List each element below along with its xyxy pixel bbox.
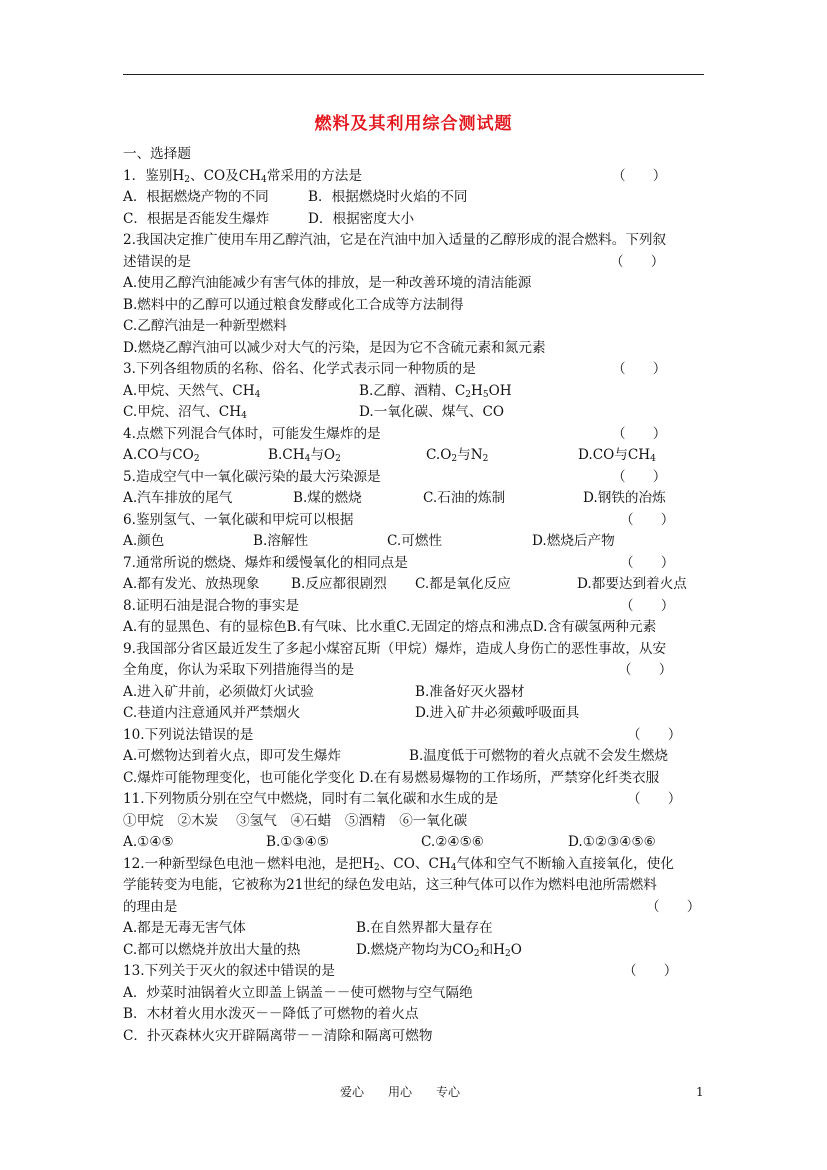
answer-blank: （ ） [620,554,675,571]
question-10-stem: 10.下列说法错误的是 （ ） [123,725,713,747]
question-3-options-cd [123,402,713,424]
option-b: B.溶解性 [253,533,309,549]
option-a: A.颜色 [123,533,165,549]
question-2-stem-cont: 述错误的是 （ ） [123,252,713,274]
option-a: A.①④⑤ [123,834,174,850]
answer-blank: （ ） [620,511,675,528]
question-1-options-cd [123,209,713,231]
question-6-stem: 6.鉴别氢气、一氧化碳和甲烷可以根据 （ ） [123,510,713,532]
question-9-stem-cont: 全角度，你认为采取下列措施得当的是 （ ） [123,660,713,682]
question-4-stem: 4.点燃下列混合气体时，可能发生爆炸的是 （ ） [123,424,713,446]
option-b: B.反应都很剧烈 [291,576,387,592]
question-5-options [123,488,713,510]
answer-blank: （ ） [623,963,678,979]
question-12-options-ab [123,918,713,940]
question-8-stem: 8.证明石油是混合物的事实是 （ ） [123,596,713,618]
question-10-options-ab [123,746,713,768]
answer-blank: （ ） [618,662,673,678]
answer-blank: （ ） [612,468,667,485]
option-d: D．根据密度大小 [308,210,415,227]
option-d: D.一氧化碳、煤气、CO [359,404,505,420]
option-a: A.都是无毒无害气体 [123,920,246,936]
answer-blank: （ ） [610,253,665,270]
question-1-stem: 1．鉴别$H_2$、CO及$CH_4$常采用的方法是 （ ） [123,166,713,188]
option-b: B.乙醇、酒精、$C_2H_5OH$ [359,382,512,400]
option-d: D.进入矿井必须戴呼吸面具 [415,705,580,721]
question-3-options-ab [123,381,713,403]
page-title: 燃料及其利用综合测试题 [314,114,513,134]
option-b: B.在自然界都大量存在 [356,920,493,936]
option-b: B．根据燃烧时火焰的不同 [308,189,468,205]
question-12-stem-cont: 学能转变为电能，它被称为21世纪的绿色发电站，这三种气体可以作为燃料电池所需燃料 [123,877,657,893]
question-11-stem: 11.下列物质分别在空气中燃烧，同时有二氧化碳和水生成的是 （ ） [123,789,713,811]
option-a: A．炒菜时油锅着火立即盖上锅盖－－使可燃物与空气隔绝 [123,984,473,1001]
option-c: $C.O_2$与$N_2$ [426,447,489,464]
option-c: C.可燃性 [387,533,443,549]
option-c: C.乙醇汽油是一种新型燃料 [123,318,287,334]
question-11-items: ①甲烷 ②木炭 ③氢气 ④石蜡 ⑤酒精 ⑥一氧化碳 [123,812,468,829]
option-d: D.燃烧后产物 [532,533,615,549]
question-9-options-cd [123,703,713,725]
question-body [123,144,713,1047]
option-a: A.使用乙醇汽油能减少有害气体的排放，是一种改善环境的清洁能源 [123,275,532,291]
option-a: A.可燃物达到着火点，即可发生爆炸 [123,748,342,764]
option-b: B.燃料中的乙醇可以通过粮食发酵或化工合成等方法制得 [123,296,464,313]
question-13-stem: 13.下列关于灭火的叙述中错误的是 （ ） [123,961,713,983]
question-10-options-cd: C.爆炸可能物理变化，也可能化学变化 D.在有易燃易爆物的工作场所，严禁穿化纤类衣服 [123,769,660,786]
option-b: B.①③④⑤ [266,834,330,850]
option-c: C.巷道内注意通风并严禁烟火 [123,705,301,721]
answer-blank: （ ） [627,726,682,743]
answer-blank: （ ） [627,791,682,807]
option-c: C.都可以燃烧并放出大量的热 [123,941,301,958]
section-heading: 一、选择题 [123,146,191,162]
question-12-stem: 12.一种新型绿色电池－燃料电池，是把$H_2$、CO、$CH_4$气体和空气不断输入直接氧化，使化 [123,855,674,873]
option-c: C.②④⑤⑥ [421,834,484,850]
answer-blank: （ ） [612,167,667,184]
question-2-stem: 2.我国决定推广使用车用乙醇汽油，它是在汽油中加入适量的乙醇形成的混合燃料。下列叙 [123,232,667,248]
answer-blank: （ ） [612,361,667,377]
option-a: A．根据燃烧产物的不同 [123,189,269,205]
option-b: B.煤的燃烧 [293,490,362,506]
question-9-options-ab [123,682,713,704]
question-7-options [123,574,713,596]
option-c: C.都是氧化反应 [415,576,511,592]
option-d: D.都要达到着火点 [577,576,687,592]
question-12-stem-end: 的理由是 （ ） [123,897,713,919]
option-a: A.都有发光、放热现象 [123,576,260,592]
option-a: A.进入矿井前，必须做灯火试验 [123,683,314,700]
question-4-options [123,445,713,467]
option-d: D.燃烧产物均为$CO_2$和$H_2O$ [356,941,522,959]
option-a: A.汽车排放的尾气 [123,490,233,506]
option-a: A.CO与$CO_2$ [123,447,200,464]
question-8-options: A.有的显黑色、有的显棕色B.有气味、比水重C.无固定的熔点和沸点D.含有碳氢两种元素 [123,619,657,635]
option-c: C．扑灭森林火灾开辟隔离带－－清除和隔离可燃物 [123,1027,433,1044]
option-b: B.准备好灭火器材 [415,683,525,700]
question-7-stem: 7.通常所说的燃烧、爆炸和缓慢氧化的相同点是 （ ） [123,553,713,575]
question-11-options [123,832,713,854]
question-6-options [123,531,713,553]
answer-blank: （ ） [612,425,667,442]
answer-blank: （ ） [646,898,701,915]
question-3-stem: 3.下列各组物质的名称、俗名、化学式表示同一种物质的是 （ ） [123,359,713,381]
question-5-stem: 5.造成空气中一氧化碳污染的最大污染源是 （ ） [123,467,713,489]
option-c: C.石油的炼制 [423,490,506,506]
page-number: 1 [696,1085,704,1099]
option-a: A.甲烷、天然气、$CH_4$ [123,382,261,400]
option-d: D.钢铁的冶炼 [583,490,666,506]
option-c: C.甲烷、沼气、$CH_4$ [123,404,247,421]
footer-slogan: 爱心 用心 专心 [340,1085,461,1099]
option-b: B.温度低于可燃物的着火点就不会发生燃烧 [409,748,668,764]
option-d: D.燃烧乙醇汽油可以减少对大气的污染，是因为它不含硫元素和氮元素 [123,339,546,356]
option-d: D.①②③④⑤⑥ [568,834,656,850]
option-d: D.CO与$CH_4$ [578,447,656,464]
page-footer [0,1082,827,1102]
option-b: B．木材着火用水泼灭－－降低了可燃物的着火点 [123,1006,419,1022]
option-b: $B.CH_4$与$O_2$ [268,447,341,464]
header-rule [123,74,704,75]
question-9-stem: 9.我国部分省区最近发生了多起小煤窑瓦斯（甲烷）爆炸，造成人身伤亡的恶性事故，从安 [123,640,667,657]
option-c: C．根据是否能发生爆炸 [123,210,270,227]
answer-blank: （ ） [620,597,675,614]
question-1-options-ab [123,187,713,209]
question-12-options-cd [123,940,713,962]
